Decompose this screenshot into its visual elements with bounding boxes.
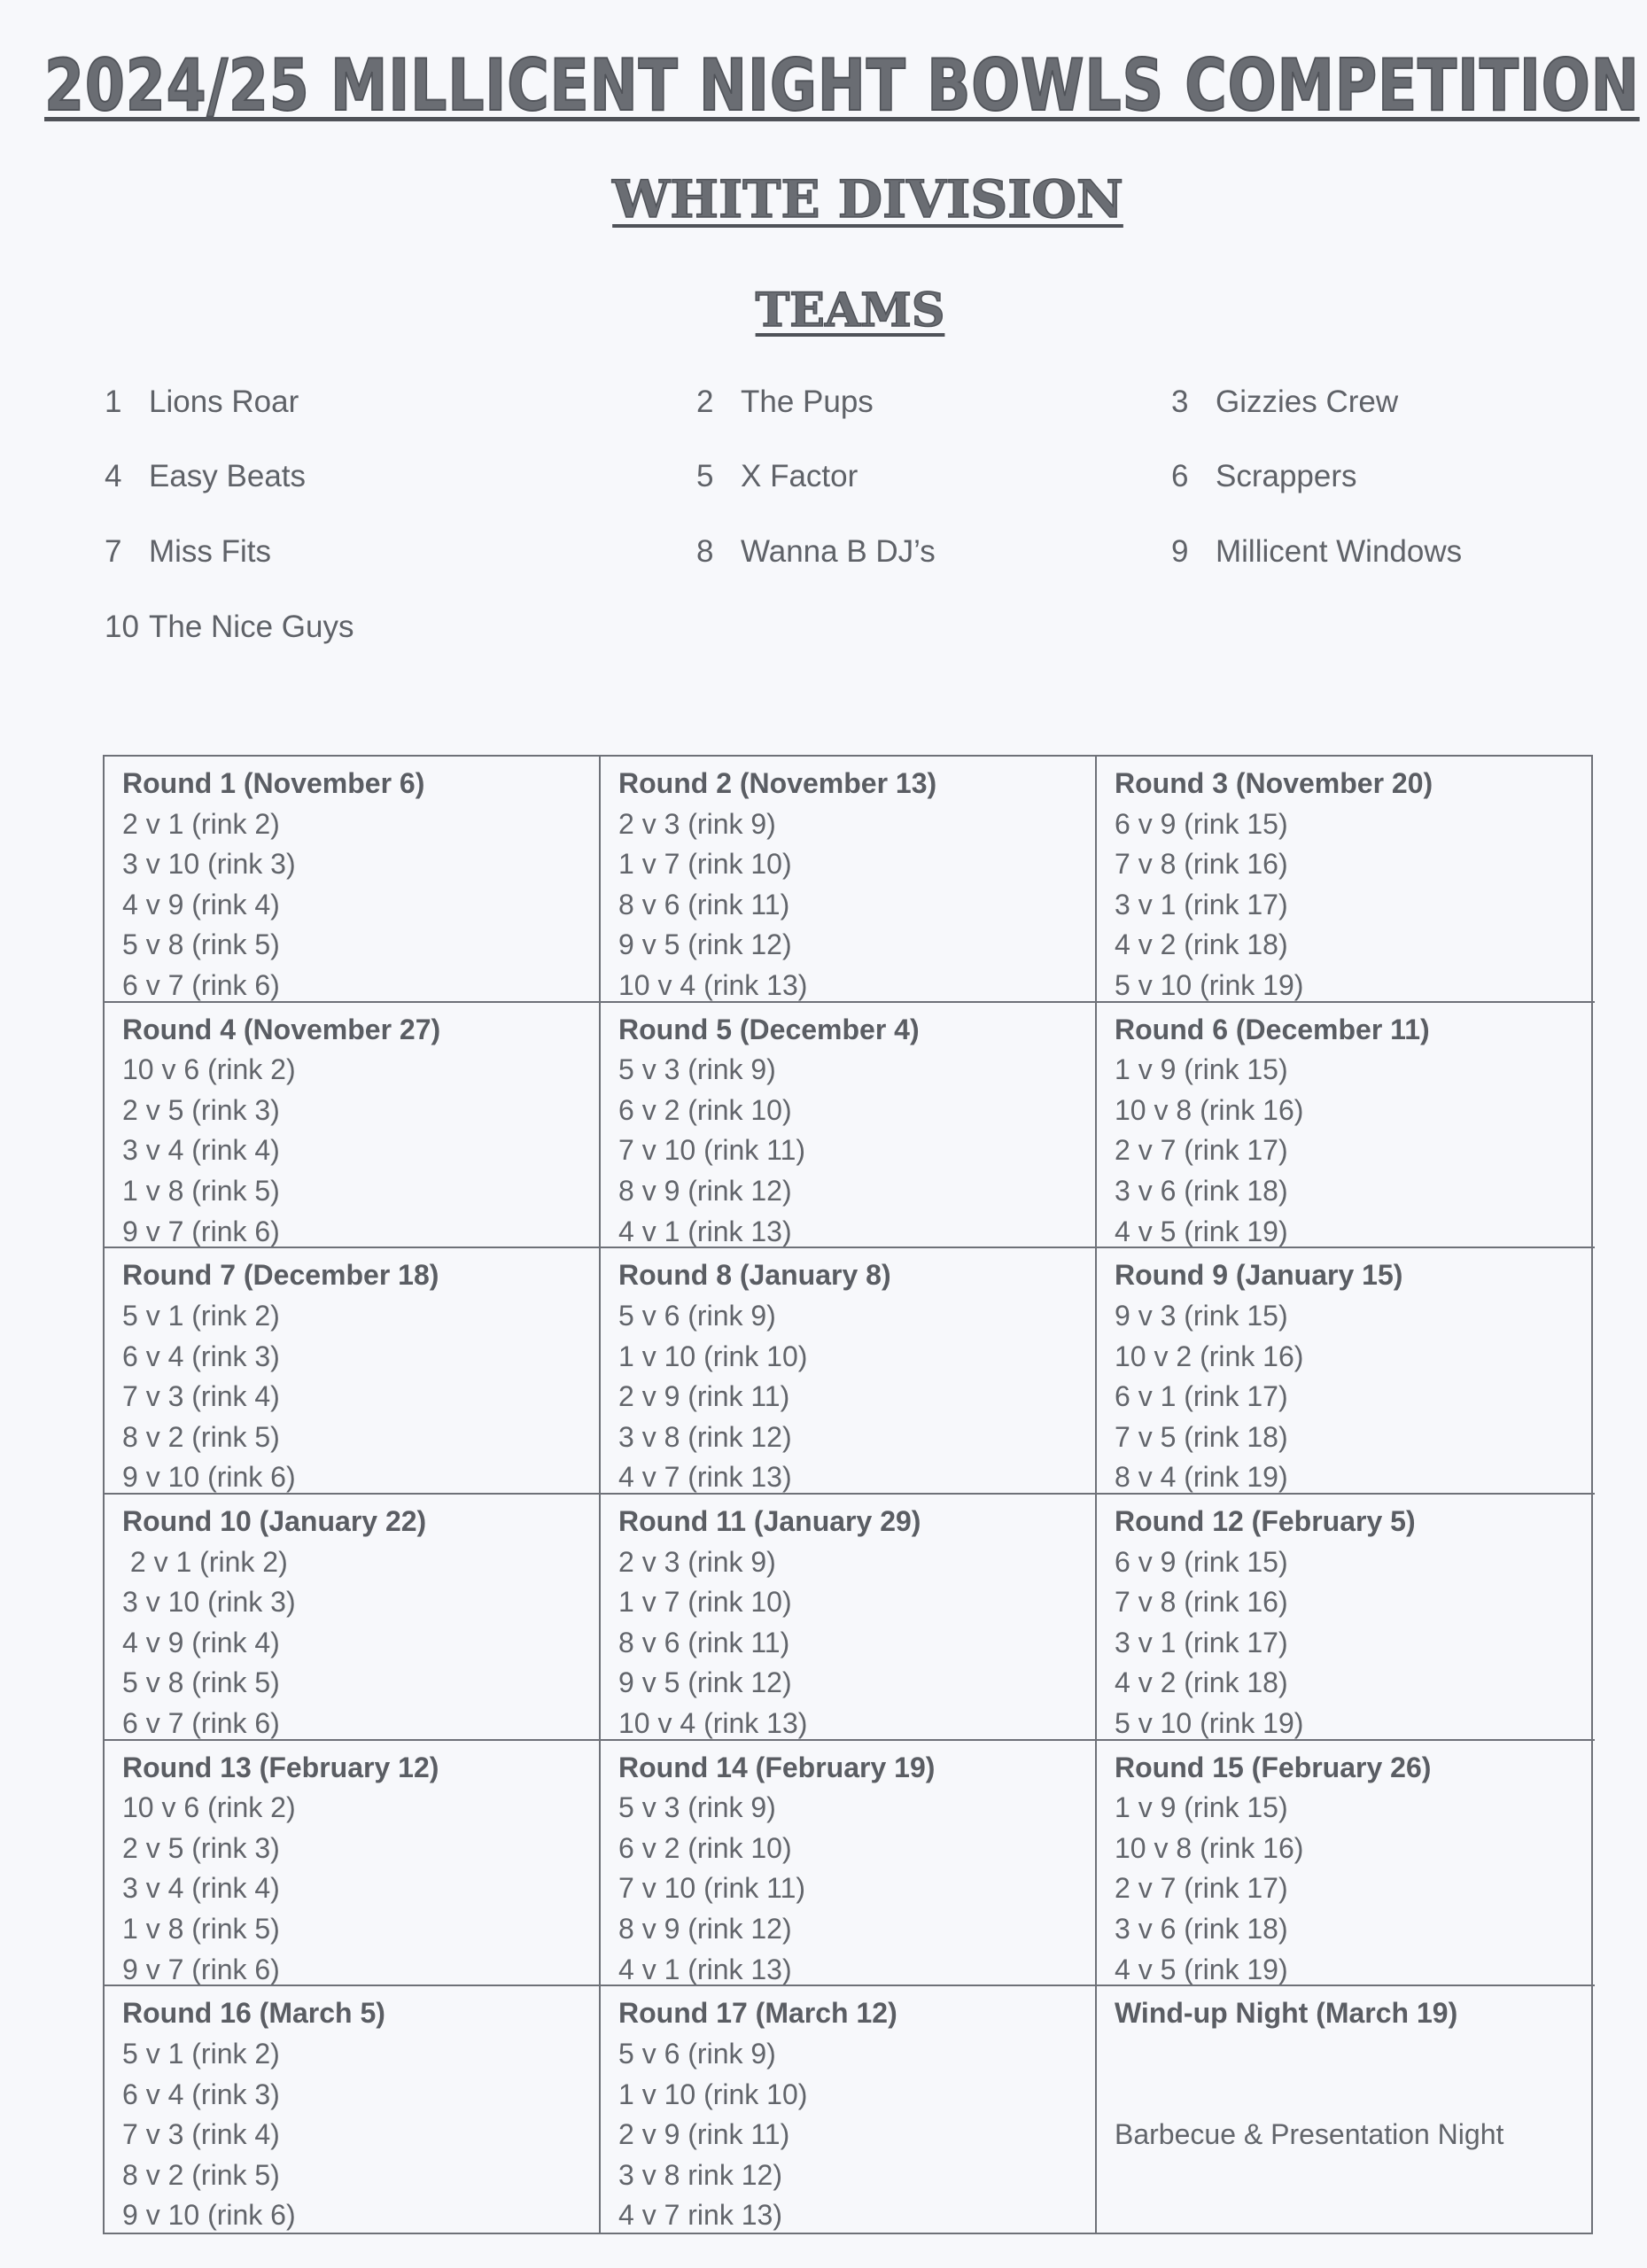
- match-line: 3 v 6 (rink 18): [1115, 1175, 1288, 1208]
- match-line: 3 v 4 (rink 4): [122, 1872, 280, 1905]
- match-line: 8 v 6 (rink 11): [618, 888, 790, 920]
- round-heading: Round 7 (December 18): [122, 1259, 439, 1292]
- match-line: 2 v 1 (rink 2): [122, 1545, 288, 1578]
- match-line: 4 v 9 (rink 4): [122, 1626, 280, 1658]
- match-line: 6 v 2 (rink 10): [618, 1093, 792, 1126]
- round-heading: Round 4 (November 27): [122, 1013, 441, 1045]
- match-line: 8 v 2 (rink 5): [122, 1420, 280, 1453]
- match-line: 7 v 3 (rink 4): [122, 2118, 280, 2151]
- round-heading: Round 5 (December 4): [618, 1013, 920, 1045]
- match-line: 3 v 1 (rink 17): [1115, 1626, 1288, 1658]
- match-line: 6 v 7 (rink 6): [122, 968, 280, 1001]
- match-line: 10 v 6 (rink 2): [122, 1791, 296, 1824]
- round-cell: [105, 1741, 601, 1987]
- match-line: 5 v 3 (rink 9): [618, 1791, 776, 1824]
- round-cell: [601, 1003, 1097, 1249]
- match-line: 10 v 4 (rink 13): [618, 1706, 808, 1739]
- team-item: [1171, 457, 1357, 496]
- team-name: Millicent Windows: [1216, 534, 1463, 569]
- match-line: 3 v 8 (rink 12): [618, 1420, 792, 1453]
- team-name: Miss Fits: [149, 534, 272, 569]
- match-line: 9 v 10 (rink 6): [122, 1461, 296, 1494]
- team-item: [105, 457, 306, 496]
- team-name: Lions Roar: [149, 384, 299, 419]
- round-heading: Round 9 (January 15): [1115, 1259, 1403, 1292]
- windup-note: Barbecue & Presentation Night: [1115, 2117, 1504, 2150]
- match-line: 8 v 9 (rink 12): [618, 1913, 792, 1946]
- team-name: The Nice Guys: [149, 610, 354, 644]
- match-line: 3 v 10 (rink 3): [122, 1586, 296, 1619]
- match-line: 8 v 2 (rink 5): [122, 2158, 280, 2191]
- match-line: 6 v 7 (rink 6): [122, 1706, 280, 1739]
- round-cell: [601, 1248, 1097, 1495]
- round-heading: Round 3 (November 20): [1115, 767, 1433, 799]
- match-line: 10 v 6 (rink 2): [122, 1053, 296, 1086]
- windup-cell: [1097, 1986, 1595, 2233]
- match-line: 8 v 4 (rink 19): [1115, 1461, 1288, 1494]
- round-cell: [1097, 1495, 1595, 1741]
- team-item: [696, 383, 874, 422]
- round-heading: Round 13 (February 12): [122, 1751, 439, 1783]
- team-number: 1: [105, 384, 122, 419]
- round-heading: Round 2 (November 13): [618, 767, 937, 799]
- match-line: 5 v 10 (rink 19): [1115, 1706, 1304, 1739]
- match-line: 3 v 6 (rink 18): [1115, 1913, 1288, 1946]
- team-item: [1171, 383, 1398, 422]
- match-line: 4 v 5 (rink 19): [1115, 1953, 1288, 1985]
- match-line: 5 v 10 (rink 19): [1115, 968, 1304, 1001]
- round-heading: Round 16 (March 5): [122, 1997, 385, 2030]
- match-line: 2 v 5 (rink 3): [122, 1093, 280, 1126]
- round-cell: [601, 757, 1097, 1003]
- round-cell: [105, 1248, 601, 1495]
- match-line: 1 v 10 (rink 10): [618, 2078, 808, 2110]
- match-line: 10 v 2 (rink 16): [1115, 1340, 1304, 1372]
- match-line: 2 v 1 (rink 2): [122, 807, 280, 840]
- page-title: 2024/25 MILLICENT NIGHT BOWLS COMPETITION: [44, 44, 1640, 127]
- fixture-table: [103, 755, 1593, 2234]
- match-line: 7 v 10 (rink 11): [618, 1134, 806, 1167]
- match-line: 7 v 5 (rink 18): [1115, 1420, 1288, 1453]
- match-line: 2 v 3 (rink 9): [618, 807, 776, 840]
- team-name: Wanna B DJ’s: [741, 534, 936, 569]
- round-heading: Round 15 (February 26): [1115, 1751, 1432, 1783]
- match-line: 1 v 8 (rink 5): [122, 1913, 280, 1946]
- match-line: 3 v 1 (rink 17): [1115, 888, 1288, 920]
- round-heading: Round 6 (December 11): [1115, 1013, 1430, 1045]
- match-line: 2 v 5 (rink 3): [122, 1831, 280, 1864]
- match-line: 5 v 1 (rink 2): [122, 2037, 280, 2070]
- round-heading: Round 10 (January 22): [122, 1504, 427, 1537]
- match-line: 5 v 6 (rink 9): [618, 1299, 776, 1332]
- match-line: 1 v 9 (rink 15): [1115, 1053, 1288, 1086]
- match-line: 7 v 3 (rink 4): [122, 1380, 280, 1413]
- round-cell: [105, 1003, 601, 1249]
- match-line: 4 v 2 (rink 18): [1115, 1666, 1288, 1699]
- team-item: [105, 383, 299, 422]
- round-heading: Round 8 (January 8): [618, 1259, 891, 1292]
- team-number: 4: [105, 459, 122, 493]
- match-line: 2 v 9 (rink 11): [618, 2118, 790, 2151]
- match-line: 7 v 8 (rink 16): [1115, 848, 1288, 881]
- team-item: [1171, 532, 1462, 571]
- team-item: [105, 608, 353, 647]
- team-item: [105, 532, 271, 571]
- match-line: 2 v 7 (rink 17): [1115, 1134, 1288, 1167]
- match-line: 8 v 6 (rink 11): [618, 1626, 790, 1658]
- round-cell: [105, 1495, 601, 1741]
- match-line: 3 v 8 rink 12): [618, 2158, 782, 2191]
- match-line: 4 v 5 (rink 19): [1115, 1215, 1288, 1247]
- match-line: 5 v 3 (rink 9): [618, 1053, 776, 1086]
- match-line: 10 v 8 (rink 16): [1115, 1093, 1304, 1126]
- match-line: 9 v 5 (rink 12): [618, 928, 792, 961]
- round-cell: [601, 1495, 1097, 1741]
- match-line: 9 v 5 (rink 12): [618, 1666, 792, 1699]
- match-line: 8 v 9 (rink 12): [618, 1175, 792, 1208]
- match-line: 10 v 8 (rink 16): [1115, 1831, 1304, 1864]
- round-heading: Round 14 (February 19): [618, 1751, 936, 1783]
- match-line: 5 v 8 (rink 5): [122, 1666, 280, 1699]
- round-heading: Round 17 (March 12): [618, 1997, 897, 2030]
- team-number: 10: [105, 610, 139, 644]
- windup-heading: Wind-up Night (March 19): [1115, 1997, 1458, 2030]
- team-name: The Pups: [741, 384, 874, 419]
- match-line: 1 v 7 (rink 10): [618, 1586, 792, 1619]
- team-name: X Factor: [741, 459, 858, 493]
- match-line: 9 v 10 (rink 6): [122, 2199, 296, 2232]
- round-cell: [105, 1986, 601, 2233]
- match-line: 5 v 1 (rink 2): [122, 1299, 280, 1332]
- match-line: 6 v 9 (rink 15): [1115, 1545, 1288, 1578]
- match-line: 2 v 7 (rink 17): [1115, 1872, 1288, 1905]
- match-line: 10 v 4 (rink 13): [618, 968, 808, 1001]
- team-item: [696, 457, 858, 496]
- round-heading: Round 11 (January 29): [618, 1504, 921, 1537]
- match-line: 9 v 7 (rink 6): [122, 1953, 280, 1985]
- match-line: 4 v 7 (rink 13): [618, 1461, 792, 1494]
- match-line: 9 v 3 (rink 15): [1115, 1299, 1288, 1332]
- team-item: [696, 532, 936, 571]
- match-line: 4 v 2 (rink 18): [1115, 928, 1288, 961]
- match-line: 4 v 9 (rink 4): [122, 888, 280, 920]
- match-line: 5 v 6 (rink 9): [618, 2037, 776, 2070]
- team-number: 2: [696, 384, 714, 419]
- match-line: 7 v 10 (rink 11): [618, 1872, 806, 1905]
- match-line: 7 v 8 (rink 16): [1115, 1586, 1288, 1619]
- match-line: 4 v 1 (rink 13): [618, 1215, 792, 1247]
- match-line: 4 v 7 rink 13): [618, 2199, 782, 2232]
- match-line: 2 v 9 (rink 11): [618, 1380, 790, 1413]
- match-line: 4 v 1 (rink 13): [618, 1953, 792, 1985]
- match-line: 1 v 9 (rink 15): [1115, 1791, 1288, 1824]
- round-cell: [1097, 757, 1595, 1003]
- team-number: 8: [696, 534, 714, 569]
- match-line: 6 v 9 (rink 15): [1115, 807, 1288, 840]
- team-name: Gizzies Crew: [1216, 384, 1399, 419]
- round-cell: [601, 1741, 1097, 1987]
- match-line: 6 v 4 (rink 3): [122, 2078, 280, 2110]
- match-line: 1 v 8 (rink 5): [122, 1175, 280, 1208]
- round-cell: [1097, 1003, 1595, 1249]
- teams-heading: TEAMS: [755, 284, 945, 338]
- match-line: 5 v 8 (rink 5): [122, 928, 280, 961]
- round-heading: Round 1 (November 6): [122, 767, 425, 799]
- team-name: Easy Beats: [149, 459, 307, 493]
- round-cell: [601, 1986, 1097, 2233]
- match-line: 3 v 10 (rink 3): [122, 848, 296, 881]
- match-line: 9 v 7 (rink 6): [122, 1215, 280, 1247]
- match-line: 2 v 3 (rink 9): [618, 1545, 776, 1578]
- team-number: 9: [1171, 534, 1189, 569]
- match-line: 6 v 1 (rink 17): [1115, 1380, 1288, 1413]
- match-line: 3 v 4 (rink 4): [122, 1134, 280, 1167]
- division-heading: WHITE DIVISION: [612, 169, 1123, 229]
- round-cell: [1097, 1248, 1595, 1495]
- team-number: 3: [1171, 384, 1189, 419]
- round-cell: [1097, 1741, 1595, 1987]
- team-name: Scrappers: [1216, 459, 1357, 493]
- round-cell: [105, 757, 601, 1003]
- team-number: 6: [1171, 459, 1189, 493]
- match-line: 1 v 10 (rink 10): [618, 1340, 808, 1372]
- match-line: 6 v 4 (rink 3): [122, 1340, 280, 1372]
- match-line: 6 v 2 (rink 10): [618, 1831, 792, 1864]
- team-number: 7: [105, 534, 122, 569]
- match-line: 1 v 7 (rink 10): [618, 848, 792, 881]
- team-number: 5: [696, 459, 714, 493]
- round-heading: Round 12 (February 5): [1115, 1504, 1416, 1537]
